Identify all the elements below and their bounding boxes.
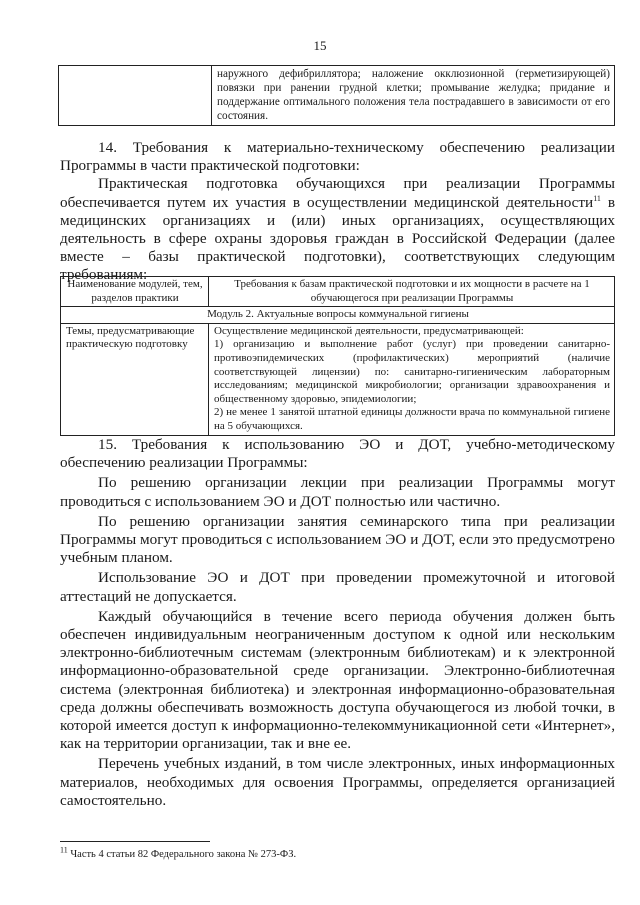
requirements-cell xyxy=(209,323,615,435)
requirements-table xyxy=(60,276,615,436)
header-cell-requirements: Требования к базам практической подготовки и их мощности в расчете на 1 обучающегося при реализации Программы xyxy=(209,277,615,307)
section-15-paragraph-5: Перечень учебных изданий, в том числе электронных, иных информационных материалов, необходимых для освоения Программы, определяется организацией самостоятельно. xyxy=(60,755,615,809)
table-header-row xyxy=(61,277,615,307)
footnote-mark: 11 xyxy=(60,845,68,855)
footnote-reference: 11 xyxy=(593,193,601,203)
section-15-paragraph-1: По решению организации лекции при реализации Программы могут проводиться с использованием ЭО и ДОТ полностью или частично. xyxy=(60,474,615,510)
table-cell-text: наружного дефибриллятора; наложение окклюзионной (герметизирующей) повязки при ранении грудной клетки; промывание желудка; придание и поддержание оптимального положения тела пострадавшего в зависимости от его состояния. xyxy=(212,66,615,126)
section-14-heading: 14. Требования к материально-техническому обеспечению реализации Программы в части практической подготовки: xyxy=(60,139,615,175)
section-14-paragraph xyxy=(60,175,615,284)
section-15-paragraph-3: Использование ЭО и ДОТ при проведении промежуточной и итоговой аттестаций не допускается. xyxy=(60,569,615,605)
requirements-intro: Осуществление медицинской деятельности, предусматривающей: xyxy=(214,324,524,337)
section-15-paragraph-4: Каждый обучающийся в течение всего периода обучения должен быть обеспечен индивидуальным неограниченным доступом к одной или нескольким электронно-библиотечным системам (электронным библиотекам) и к электронной информационно-образовательной среде организации. Электронно-библиотечная система (электронная библиотека) и электронная информационно-образовательная среда должны обеспечивать возможность доступа обучающегося из любой точки, в которой имеется доступ к информационно-телекоммуникационной сети «Интернет», как на территории организации, так и вне ее. xyxy=(60,607,615,753)
section-15-heading: 15. Требования к использованию ЭО и ДОТ, учебно-методическому обеспечению реализации Программы: xyxy=(60,436,615,472)
themes-cell: Темы, предусматривающие практическую подготовку xyxy=(61,323,209,435)
header-cell-modules: Наименование модулей, тем, разделов практики xyxy=(61,277,209,307)
table-row xyxy=(61,323,615,435)
module-row xyxy=(61,307,615,324)
continued-table xyxy=(58,65,615,126)
section-15 xyxy=(60,436,615,810)
section-14 xyxy=(60,139,615,285)
table-row xyxy=(59,66,615,126)
table-cell-empty xyxy=(59,66,212,126)
section-15-paragraph-2: По решению организации занятия семинарского типа при реализации Программы могут проводиться с использованием ЭО и ДОТ, если это предусмотрено учебным планом. xyxy=(60,512,615,567)
footnote-text: Часть 4 статьи 82 Федерального закона № 273-ФЗ. xyxy=(67,849,297,860)
footnote xyxy=(60,845,297,860)
footnote-separator xyxy=(60,841,210,842)
requirements-item-2: 2) не менее 1 занятой штатной единицы должности врача по коммунальной гигиене на 5 обучающихся. xyxy=(214,406,610,432)
module-title-cell: Модуль 2. Актуальные вопросы коммунальной гигиены xyxy=(61,307,615,324)
requirements-item-1: 1) организацию и выполнение работ (услуг) при проведении санитарно-противоэпидемических (профилактических) мероприятий (наличие соответствующей лицензии) по: санитарно-гигиеническим лабораторным исследованиям; медицинской микробиологии; организации здравоохранения и общественному здоровью, эпидемиологии; xyxy=(214,338,610,405)
page-number: 15 xyxy=(313,38,327,53)
paragraph-text-continued: в медицинских организациях и (или) иных организациях, осуществляющих деятельность в сфере охраны здоровья граждан в Российской Федерации (далее вместе – базы практической подготовки), соответствующих следующим требованиям: xyxy=(60,193,615,284)
paragraph-text: Практическая подготовка обучающихся при реализации Программы обеспечивается путем их участия в осуществлении медицинской деятельности xyxy=(60,175,615,211)
